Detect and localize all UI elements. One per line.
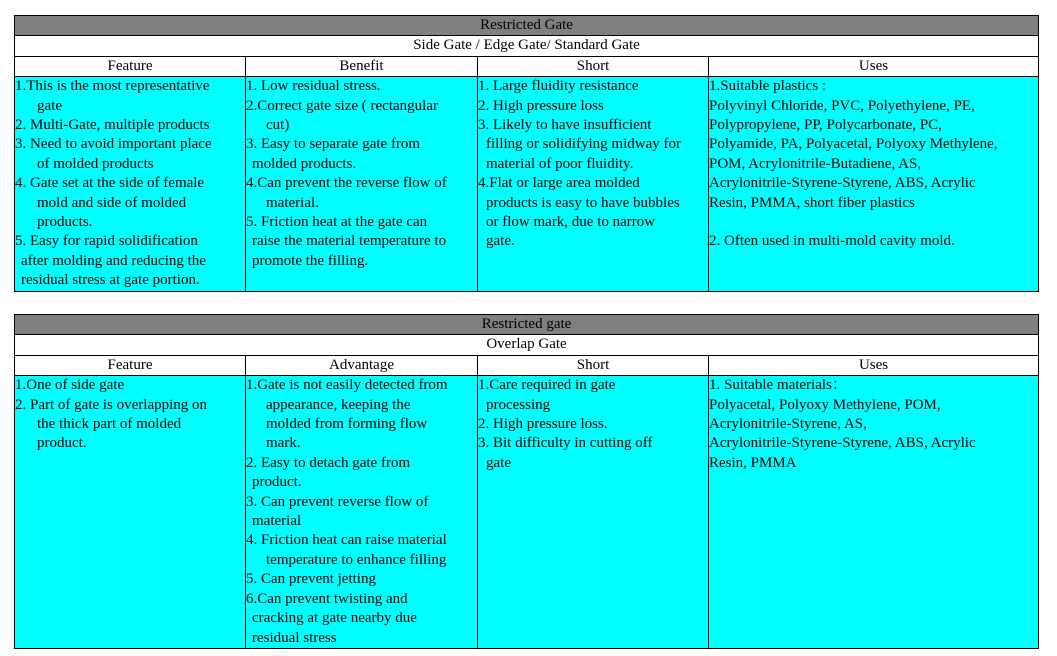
list-item [246,213,477,271]
list-item [246,570,477,589]
item-line: Resin, PMMA, short fiber plastics [709,194,915,211]
item-line: molded from forming flow [266,416,428,433]
item-line: promote the filling. [252,252,369,269]
list-item [246,97,477,136]
list-item [709,232,1038,251]
list-item [709,213,1038,232]
item-line: 5. Friction heat at the gate can [246,214,428,231]
item-line: temperature to enhance filling [266,551,447,568]
item-line: mark. [266,435,301,452]
list-item [478,376,708,415]
item-line: 1. Large fluidity resistance [478,78,639,95]
item-line: 5. Can prevent jetting [246,571,376,588]
list-item [15,174,245,232]
list-item [246,376,477,454]
item-line: Acrylonitrile-Styrene-Styrene, ABS, Acrylic [709,175,976,192]
uses-cell [709,77,1039,291]
item-line: Polypropylene, PP, Polycarbonate, PC, [709,117,942,134]
table-title: Restricted gate [15,315,1039,335]
table-subtitle: Side Gate / Edge Gate/ Standard Gate [15,36,1039,56]
feature-cell [15,376,246,649]
item-line: Polyamide, PA, Polyacetal, Polyoxy Methylene, [709,136,998,153]
list-item [246,590,477,648]
list-item [15,135,245,174]
column-header-short: Short [478,56,709,76]
item-line: gate [486,454,511,471]
list-item [709,376,1038,473]
item-line: 2. High pressure loss [478,97,604,114]
item-line: products is easy to have bubbles [486,194,680,211]
benefit-cell [246,77,478,291]
item-line: 2. Often used in multi-mold cavity mold. [709,233,955,250]
list-item [478,434,708,473]
list-item [15,232,245,290]
list-item [246,174,477,213]
list-item [246,135,477,174]
item-line: 3. Easy to separate gate from [246,136,421,153]
list-item [478,97,708,116]
item-line [709,213,1038,232]
item-line: 4.Flat or large area molded [478,175,640,192]
list-item [478,77,708,96]
side-gate-table [14,15,1039,292]
item-line: 5. Easy for rapid solidification [15,233,198,250]
table-subtitle: Overlap Gate [15,335,1039,355]
item-line: 3. Bit difficulty in cutting off [478,435,653,452]
column-header-benefit: Benefit [246,56,478,76]
list-item [246,531,477,570]
item-line: 1.Gate is not easily detected from [246,377,448,394]
item-line: gate. [486,233,515,250]
item-line: 6.Can prevent twisting and [246,590,408,607]
list-item [709,77,1038,213]
item-line: mold and side of molded [37,194,187,211]
item-line: 2. Easy to detach gate from [246,454,411,471]
item-line: of molded products [37,155,154,172]
item-line: 2. Multi-Gate, multiple products [15,117,210,134]
feature-cell [15,77,246,291]
list-item [246,77,477,96]
list-item [15,396,245,454]
item-line: 2. High pressure loss. [478,416,608,433]
column-header-short: Short [478,355,709,375]
item-line: product. [37,435,87,452]
list-item [15,77,245,116]
item-line: 4. Gate set at the side of female [15,175,205,192]
item-line: residual stress [252,629,337,646]
column-header-advantage: Advantage [246,355,478,375]
item-line: 1. Low residual stress. [246,78,381,95]
list-item [246,493,477,532]
item-line: raise the material temperature to [252,233,447,250]
column-header-uses: Uses [709,355,1039,375]
list-item [478,174,708,252]
item-line: filling or solidifying midway for [486,136,681,153]
short-cell [478,77,709,291]
list-item [246,454,477,493]
item-line: molded products. [252,155,357,172]
overlap-gate-table [14,314,1039,649]
uses-cell [709,376,1039,649]
item-line: material. [266,194,319,211]
item-line: cut) [266,117,290,134]
item-line: products. [37,214,93,231]
short-cell [478,376,709,649]
column-header-uses: Uses [709,56,1039,76]
item-line: 1. Suitable materials： [709,377,847,394]
column-header-feature: Feature [15,56,246,76]
item-line: or flow mark, due to narrow [486,214,656,231]
item-line: Polyvinyl Chloride, PVC, Polyethylene, PE, [709,97,975,114]
item-line: 4. Friction heat can raise material [246,532,447,549]
item-line: material of poor fluidity. [486,155,634,172]
item-line: product. [252,474,302,491]
item-line: appearance, keeping the [266,396,411,413]
list-item [478,116,708,174]
item-line: residual stress at gate portion. [21,272,200,289]
item-line: material [252,513,302,530]
item-line: 3. Likely to have insufficient [478,117,652,134]
column-header-feature: Feature [15,355,246,375]
item-line: POM, Acrylonitrile-Butadiene, AS, [709,155,922,172]
item-line: 1.Suitable plastics : [709,78,827,95]
item-line: processing [486,396,551,413]
advantage-cell [246,376,478,649]
item-line: Polyacetal, Polyoxy Methylene, POM, [709,396,941,413]
table-title: Restricted Gate [15,16,1039,36]
item-line: the thick part of molded [37,416,182,433]
item-line: 4.Can prevent the reverse flow of [246,175,447,192]
item-line: after molding and reducing the [21,252,206,269]
item-line: 2.Correct gate size ( rectangular [246,97,438,114]
item-line: 1.One of side gate [15,377,125,394]
item-line: 3. Can prevent reverse flow of [246,493,429,510]
item-line: 1.Care required in gate [478,377,616,394]
item-line: cracking at gate nearby due [252,610,417,627]
item-line: Resin, PMMA [709,454,797,471]
list-item [15,376,245,395]
item-line: Acrylonitrile-Styrene-Styrene, ABS, Acrylic [709,435,976,452]
item-line: Acrylonitrile-Styrene, AS, [709,416,867,433]
item-line: gate [37,97,62,114]
list-item [478,415,708,434]
list-item [15,116,245,135]
item-line: 1.This is the most representative [15,78,210,95]
item-line: 3. Need to avoid important place [15,136,212,153]
item-line: 2. Part of gate is overlapping on [15,396,208,413]
